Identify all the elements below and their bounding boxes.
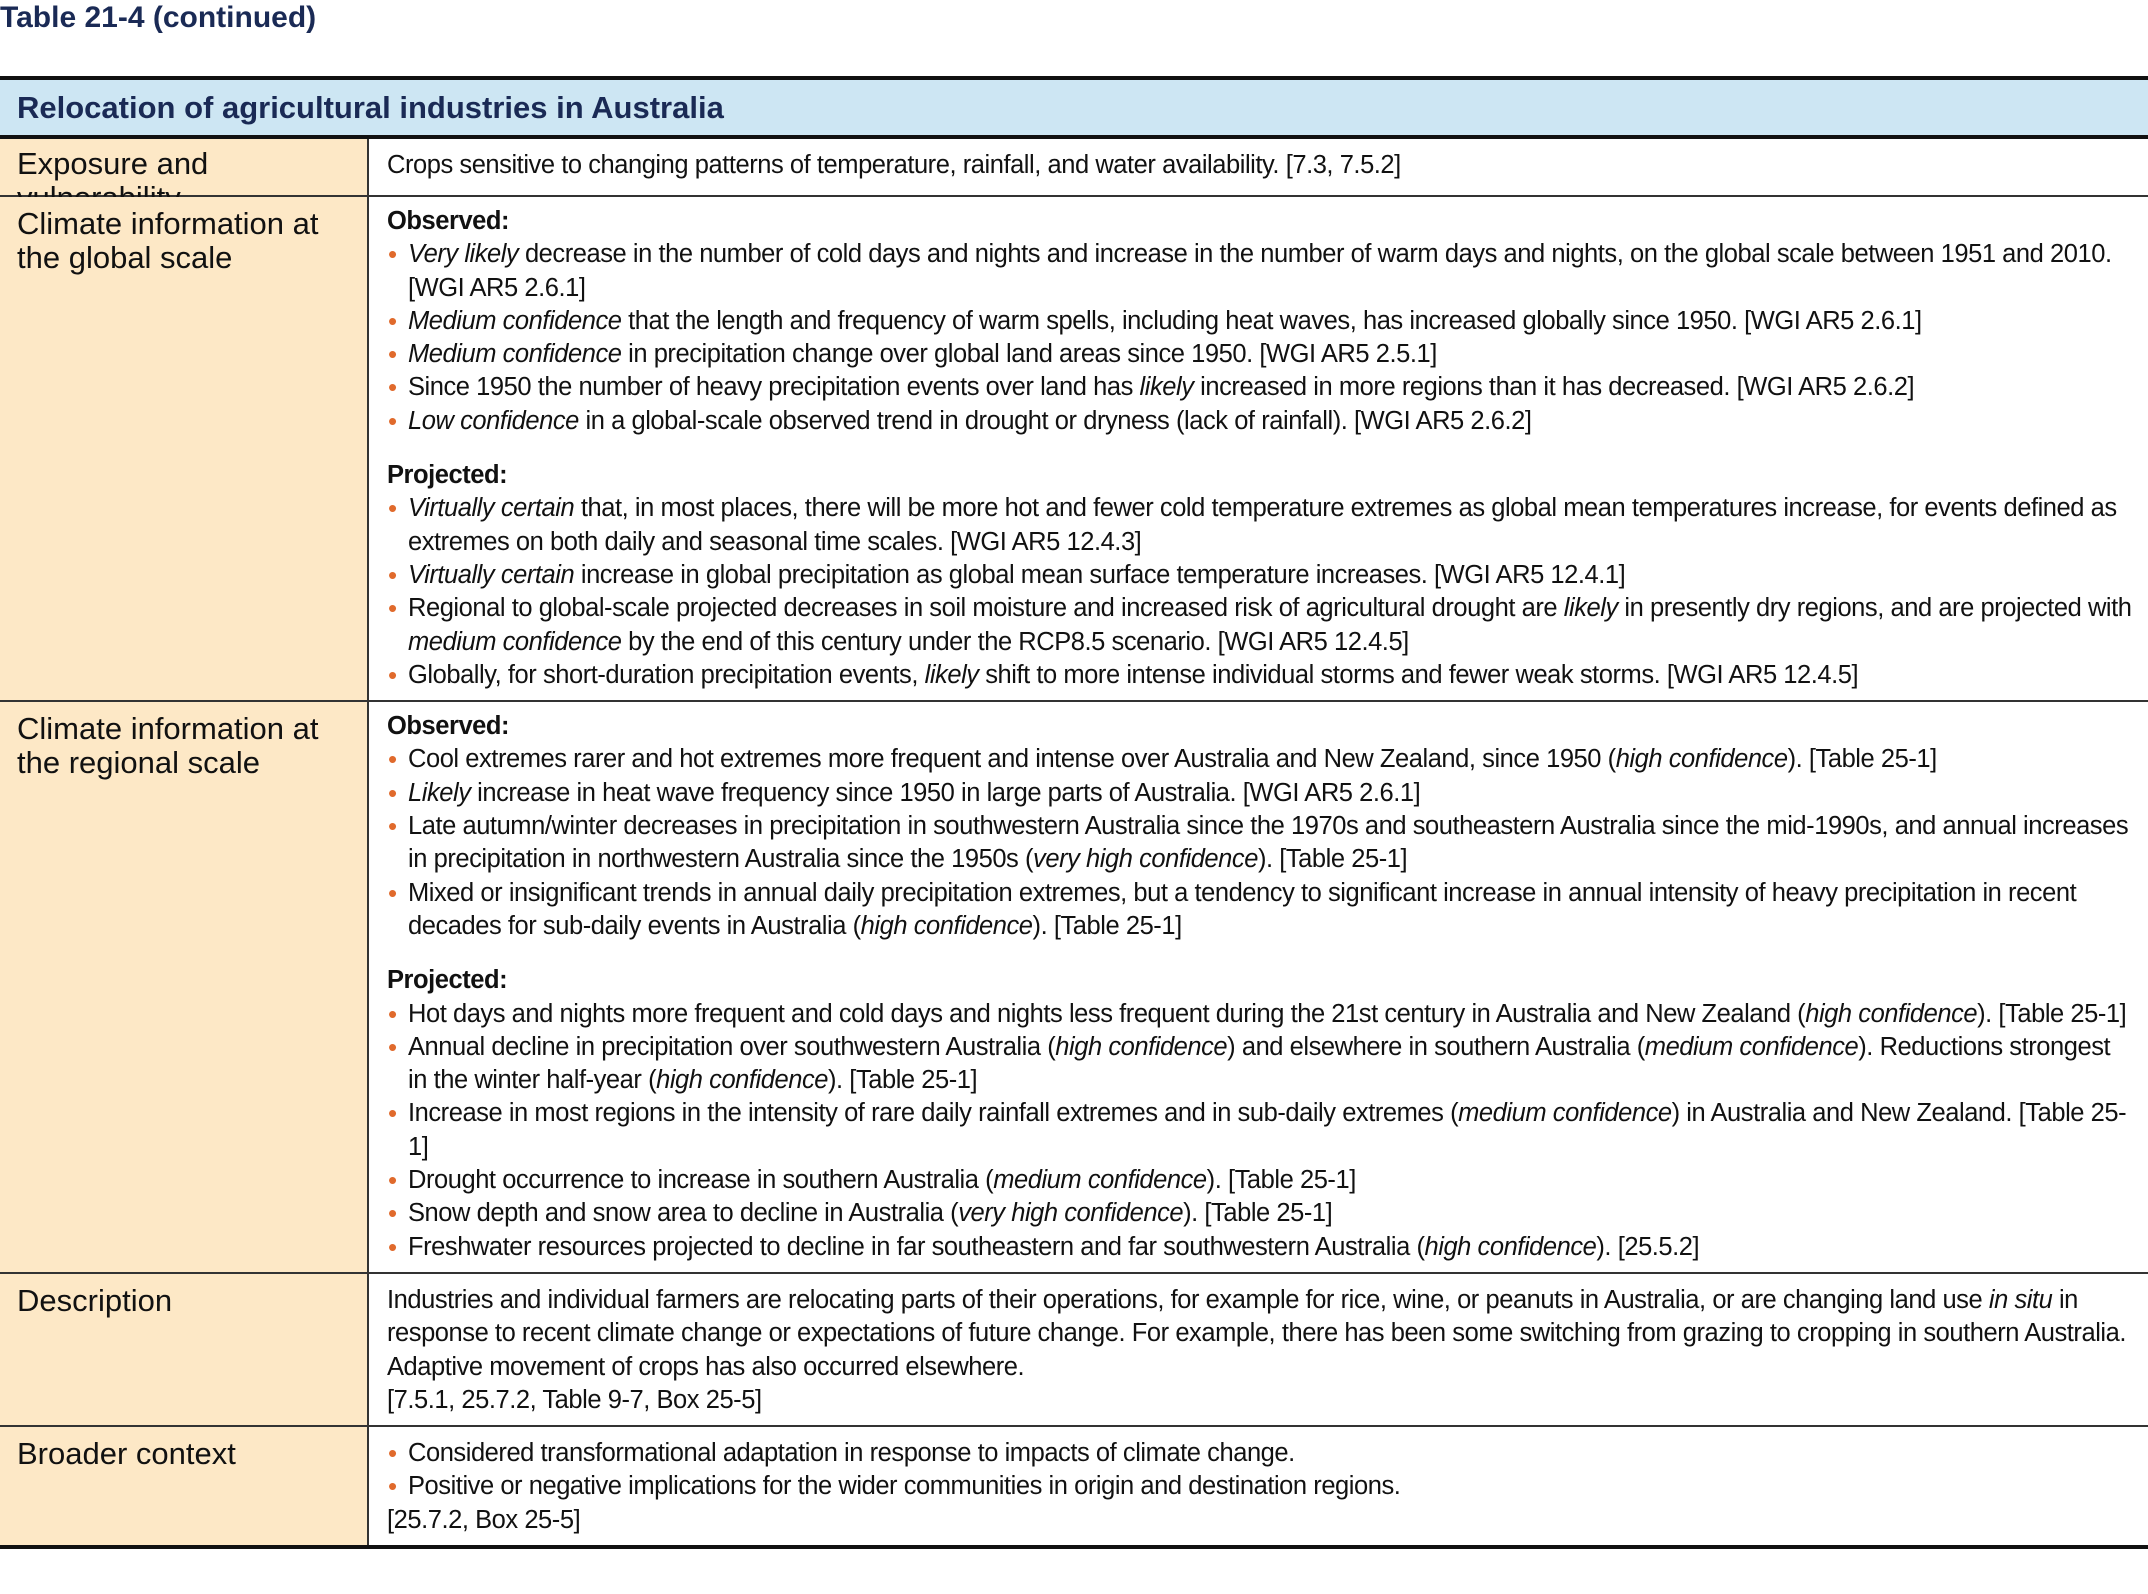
list-item: • Cool extremes rarer and hot extremes more frequent and intense over Australia and New Zealand, since 1950 (high confidence). [Table 25-1] [387, 743, 2134, 776]
bullet-icon: • [388, 239, 397, 270]
bullet-icon: • [388, 1098, 397, 1129]
list-item: • Snow depth and snow area to decline in Australia (very high confidence). [Table 25-1] [387, 1197, 2134, 1230]
table-row-exposure [0, 139, 2148, 197]
row-label-global: Climate information at the global scale [0, 197, 369, 700]
row-text-exposure: Crops sensitive to changing patterns of temperature, rainfall, and water availability. [7.3, 7.5.2] [387, 151, 1401, 179]
list-item: • Likely increase in heat wave frequency since 1950 in large parts of Australia. [WGI AR5 2.6.1] [387, 777, 2134, 810]
projected-list [387, 998, 2134, 1264]
bullet-icon: • [388, 405, 397, 436]
list-item: • Since 1950 the number of heavy precipitation events over land has likely increased in more regions than it has decreased. [WGI AR5 2.6.2] [387, 371, 2134, 404]
list-item: • Increase in most regions in the intensity of rare daily rainfall extremes and in sub-daily extremes (medium confidence) in Australia and New Zealand. [Table 25-1] [388, 1098, 2127, 1161]
description-refs: [7.5.1, 25.7.2, Table 9-7, Box 25-5] [387, 1385, 762, 1414]
table-title: Relocation of agricultural industries in Australia [0, 80, 2148, 139]
list-item: • Virtually certain increase in global precipitation as global mean surface temperature increases. [WGI AR5 12.4.1] [387, 559, 2134, 592]
bullet-icon: • [388, 372, 397, 403]
row-content-description [369, 1274, 2148, 1425]
projected-heading: Projected: [387, 461, 508, 490]
observed-heading: Observed: [387, 207, 510, 235]
bullet-icon: • [388, 1231, 397, 1262]
bullet-icon: • [388, 339, 397, 370]
list-item: • Drought occurrence to increase in southern Australia (medium confidence). [Table 25-1] [387, 1164, 2134, 1197]
list-item: • Low confidence in a global-scale observed trend in drought or dryness (lack of rainfall). [WGI AR5 2.6.2] [387, 405, 2134, 438]
list-item: • Late autumn/winter decreases in precipitation in southwestern Australia since the 1970s and southeastern Australia since the mid-1990s, and annual increases in precipitation in northwestern Australia since the 1950s (very high confidence). [Table 25-1] [388, 811, 2129, 874]
row-content-global [369, 197, 2148, 700]
list-item: • Medium confidence in precipitation change over global land areas since 1950. [WGI AR5 2.5.1] [387, 338, 2134, 371]
bullet-icon: • [388, 777, 397, 808]
table-caption: Table 21-4 (continued) [0, 1, 317, 34]
description-paragraph [387, 1284, 2134, 1384]
list-item: • Regional to global-scale projected decreases in soil moisture and increased risk of agricultural drought are likely in presently dry regions, and are projected with medium confidence by the end of this century under the RCP8.5 scenario. [WGI AR5 12.4.5] [388, 593, 2132, 656]
row-content-regional [369, 702, 2148, 1272]
list-item: • Freshwater resources projected to decline in far southeastern and far southwestern Australia (high confidence). [25.5.2] [387, 1231, 2134, 1264]
broader-refs: [25.7.2, Box 25-5] [387, 1505, 581, 1534]
row-label-regional: Climate information at the regional scale [0, 702, 369, 1272]
observed-heading: Observed: [387, 712, 510, 741]
observed-list [387, 743, 2134, 943]
list-item: • Globally, for short-duration precipitation events, likely shift to more intense individual storms and fewer weak storms. [WGI AR5 12.4.5] [387, 659, 2134, 692]
bullet-icon: • [388, 493, 397, 524]
bullet-icon: • [388, 877, 397, 908]
list-item: • Virtually certain that, in most places, there will be more hot and fewer cold temperature extremes as global mean temperatures increase, for events defined as extremes on both daily and seasonal time scales. [WGI AR5 12.4.3] [388, 493, 2117, 556]
bullet-icon: • [388, 744, 397, 775]
list-item: • Very likely decrease in the number of cold days and nights and increase in the number of warm days and nights, on the global scale between 1951 and 2010. [WGI AR5 2.6.1] [388, 239, 2112, 302]
list-item: • Considered transformational adaptation in response to impacts of climate change. [387, 1437, 2134, 1470]
bullet-icon: • [388, 1165, 397, 1196]
description-italic: in situ [1988, 1285, 2053, 1314]
description-text: Industries and individual farmers are relocating parts of their operations, for example for rice, wine, or peanuts in Australia, or are changing land use [387, 1285, 1989, 1314]
list-item: • Hot days and nights more frequent and cold days and nights less frequent during the 21st century in Australia and New Zealand (high confidence). [Table 25-1] [387, 998, 2134, 1031]
list-item: • Mixed or insignificant trends in annual daily precipitation extremes, but a tendency to significant increase in annual intensity of heavy precipitation in recent decades for sub-daily events in Australia (high confidence). [Table 25-1] [388, 877, 2077, 940]
projected-list [387, 492, 2134, 692]
data-table [0, 76, 2148, 1549]
observed-list [387, 238, 2134, 438]
list-item: • Positive or negative implications for the wider communities in origin and destination regions. [387, 1470, 2134, 1503]
row-content-broader [369, 1427, 2148, 1545]
list-item: • Annual decline in precipitation over southwestern Australia (high confidence) and elsewhere in southern Australia (medium confidence). Reductions strongest in the winter half-year (high confidence). [Table 25-1] [388, 1031, 2111, 1095]
bullet-icon: • [388, 998, 397, 1029]
table-row-global [0, 197, 2148, 702]
bullet-icon: • [388, 1198, 397, 1229]
projected-heading: Projected: [387, 966, 508, 995]
row-label-broader: Broader context [0, 1427, 369, 1545]
row-label-exposure: Exposure and [0, 139, 369, 195]
bullet-icon: • [388, 1438, 397, 1469]
list-item: • Medium confidence that the length and frequency of warm spells, including heat waves, has increased globally since 1950. [WGI AR5 2.6.1] [387, 305, 2134, 338]
bullet-icon: • [388, 1031, 397, 1062]
table-row-description [0, 1274, 2148, 1427]
row-label-description: Description [0, 1274, 369, 1425]
bullet-icon: • [388, 1471, 397, 1502]
bullet-icon: • [388, 811, 397, 842]
table-row-broader [0, 1427, 2148, 1545]
bullet-icon: • [388, 593, 397, 624]
table-row-regional [0, 702, 2148, 1274]
description-text-rest: in response to recent climate change or expectations of future change. For example, there has been some switching from grazing to cropping in southern Australia. Adaptive movement of crops has also occurred elsewhere. [387, 1285, 2126, 1381]
bullet-icon: • [388, 659, 397, 690]
bullet-icon: • [388, 305, 397, 336]
bullet-icon: • [388, 559, 397, 590]
